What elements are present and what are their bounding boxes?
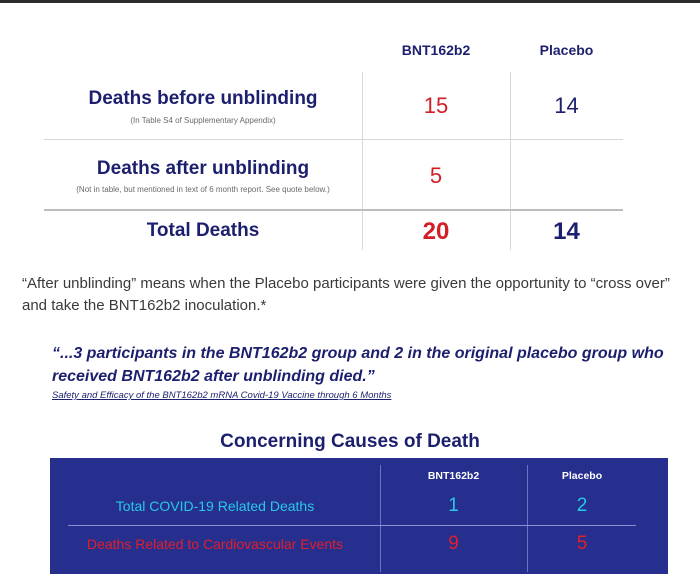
row-note-after-unblinding: (Not in table, but mentioned in text of 6 month report. See quote below.) [76, 185, 330, 194]
total-divider [44, 209, 623, 211]
value-after-bnt: 5 [429, 163, 443, 188]
causes-table-title: Concerning Causes of Death [220, 431, 480, 452]
row-divider [44, 139, 623, 140]
value-total-bnt: 20 [422, 218, 450, 245]
value-cardio-placebo: 5 [576, 533, 588, 554]
col-header-placebo: Placebo [539, 42, 594, 58]
col-header-placebo: Placebo [561, 470, 603, 482]
col-header-bnt: BNT162b2 [401, 42, 471, 58]
value-covid-bnt: 1 [448, 495, 459, 516]
deaths-table [0, 0, 700, 260]
value-total-placebo: 14 [553, 218, 580, 245]
value-covid-placebo: 2 [576, 495, 588, 516]
quote-source-link[interactable]: Safety and Efficacy of the BNT162b2 mRNA Covid-19 Vaccine through 6 Months [52, 390, 392, 401]
row-label-cardiovascular-deaths: Deaths Related to Cardiovascular Events [86, 536, 344, 552]
value-cardio-bnt: 9 [448, 533, 459, 554]
row-label-before-unblinding: Deaths before unblinding [88, 88, 318, 109]
row-divider [68, 525, 636, 526]
row-label-after-unblinding: Deaths after unblinding [96, 158, 310, 179]
report-quote: “...3 participants in the BNT162b2 group and 2 in the original placebo group who received BNT162b2 after unblinding died.” [52, 345, 664, 385]
value-before-bnt: 15 [423, 93, 449, 118]
row-label-covid-deaths: Total COVID-19 Related Deaths [115, 498, 315, 514]
value-before-placebo: 14 [554, 93, 579, 118]
row-label-total: Total Deaths [146, 220, 260, 241]
causes-table [50, 458, 668, 574]
unblinding-explanation: “After unblinding” means when the Placebo participants were given the opportunity to “cross over” and take the BNT162b2 inoculation.* [22, 275, 670, 314]
row-note-before-unblinding: (In Table S4 of Supplementary Appendix) [130, 116, 276, 125]
col-header-bnt: BNT162b2 [427, 470, 480, 482]
